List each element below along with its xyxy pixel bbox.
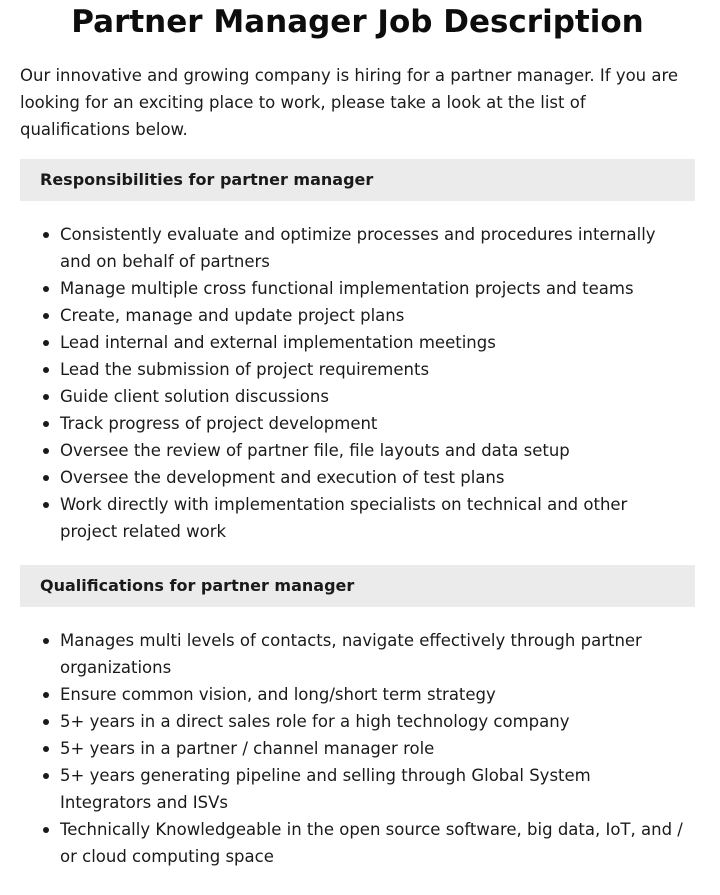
list-item: Work directly with implementation specialists on technical and other project related work <box>60 491 695 545</box>
list-item: Consistently evaluate and optimize processes and procedures internally and on behalf of partners <box>60 221 695 275</box>
list-item: Lead internal and external implementation meetings <box>60 329 695 356</box>
list-item: Track progress of project development <box>60 410 695 437</box>
list-item: Create, manage and update project plans <box>60 302 695 329</box>
list-item: Oversee the review of partner file, file layouts and data setup <box>60 437 695 464</box>
list-item: Manages multi levels of contacts, navigate effectively through partner organizations <box>60 627 695 681</box>
list-item: Ensure common vision, and long/short term strategy <box>60 681 695 708</box>
list-item: Lead the submission of project requirements <box>60 356 695 383</box>
list-item: 5+ years generating pipeline and selling through Global System Integrators and ISVs <box>60 762 695 816</box>
job-description-page <box>20 0 695 870</box>
list-item: Technically Knowledgeable in the open source software, big data, IoT, and / or cloud computing space <box>60 816 695 870</box>
list-item: 5+ years in a partner / channel manager role <box>60 735 695 762</box>
qualifications-list <box>20 627 695 870</box>
list-item: Oversee the development and execution of test plans <box>60 464 695 491</box>
list-item: 5+ years in a direct sales role for a high technology company <box>60 708 695 735</box>
qualifications-header: Qualifications for partner manager <box>20 565 695 607</box>
page-title: Partner Manager Job Description <box>71 4 644 40</box>
responsibilities-header: Responsibilities for partner manager <box>20 159 695 201</box>
list-item: Guide client solution discussions <box>60 383 695 410</box>
responsibilities-list <box>20 221 695 545</box>
intro-paragraph: Our innovative and growing company is hiring for a partner manager. If you are looking for an exciting place to work, please take a look at the list of qualifications below. <box>20 66 679 139</box>
list-item: Manage multiple cross functional implementation projects and teams <box>60 275 695 302</box>
